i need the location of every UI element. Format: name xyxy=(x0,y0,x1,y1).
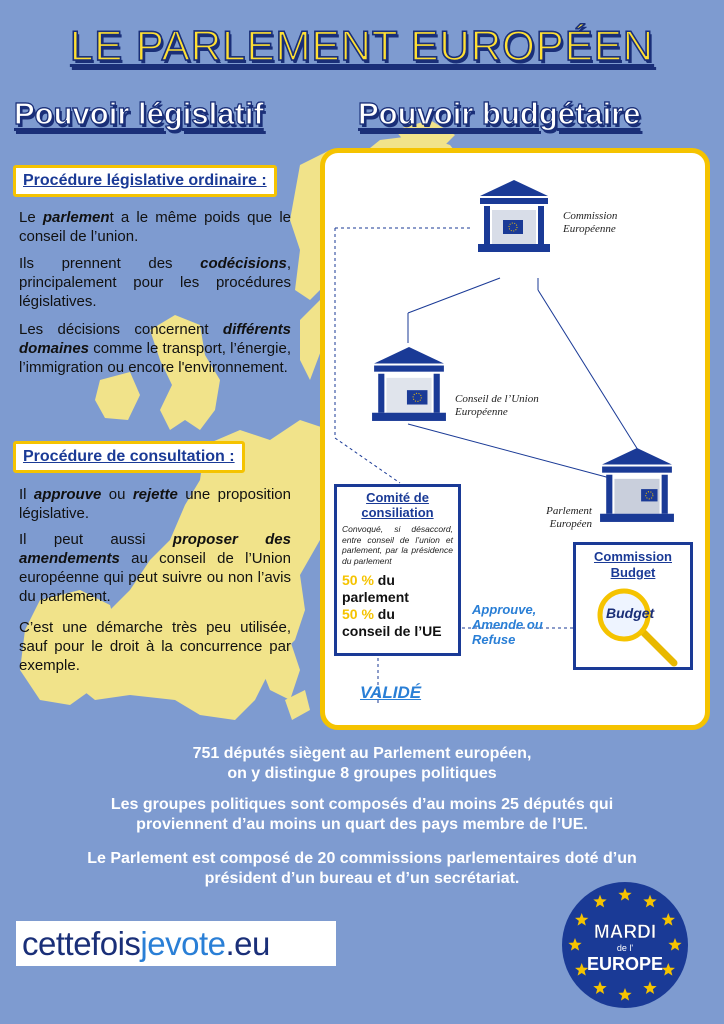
mardi-europe-badge xyxy=(560,880,690,1010)
budget-title: Commission Budget xyxy=(593,549,672,580)
parlement-label: Parlement Européen xyxy=(546,505,592,530)
conseil-building-icon xyxy=(370,344,448,424)
heading-legislatif: Pouvoir législatif xyxy=(14,96,264,131)
approuve-text: Approuve, Amende ou Refuse xyxy=(472,602,543,647)
fact-deputes: 751 députés siègent au Parlement européen, on y distingue 8 groupes politiques xyxy=(192,745,532,782)
heading-budgetaire: Pouvoir budgétaire xyxy=(358,96,641,131)
paragraph-codecisions: Ils prennent des codécisions, principalement pour les procédures législatives. xyxy=(19,255,291,310)
badge-de: de l' xyxy=(616,943,634,953)
paragraph-approuve: Il approuve ou rejette une proposition législative. xyxy=(19,486,291,522)
badge-mardi: MARDI xyxy=(593,922,657,943)
valide-text: VALIDÉ xyxy=(360,683,422,702)
commission-label: Commission Européenne xyxy=(563,210,618,235)
paragraph-amendements: Il peut aussi proposer des amendements au conseil de l’Union européenne qui peut suivre ou non l’avis du parlement. xyxy=(19,531,291,605)
comite-composition: 50 % du parlement 50 % du conseil de l’UE xyxy=(342,572,442,639)
commission-budget-box xyxy=(573,542,693,670)
parlement-building-icon xyxy=(598,445,676,525)
label-procedure-consultation: Procédure de consultation : xyxy=(13,441,245,473)
badge-europe: EUROPE xyxy=(586,954,664,974)
paragraph-domaines: Les décisions concernent différents domaines comme le transport, l’énergie, l’immigration ou encore l'environnement. xyxy=(19,321,291,376)
comite-title: Comité de consiliation xyxy=(361,490,434,520)
conseil-label: Conseil de l’Union Européenne xyxy=(455,393,539,418)
magnifier-icon xyxy=(594,587,684,667)
cettefoisjevote-logo: cettefoisjevote.eu xyxy=(16,921,336,966)
paragraph-demarche: C’est une démarche très peu utilisée, sauf pour le droit à la concurrence par exemple. xyxy=(19,619,291,674)
paragraph-poids: Le parlement a le même poids que le conseil de l’union. xyxy=(19,209,291,245)
label-procedure-ordinaire: Procédure législative ordinaire : xyxy=(13,165,277,197)
comite-description: Convoqué, si désaccord, entre conseil de l’union et parlement, par la présidence du parlement xyxy=(342,524,453,566)
page-title: LE PARLEMENT EUROPÉEN xyxy=(69,22,655,69)
fact-commissions: Le Parlement est composé de 20 commissions parlementaires doté d’un président d’un bureau et d’un secrétariat. xyxy=(87,850,637,887)
commission-building-icon xyxy=(476,178,552,254)
fact-groupes: Les groupes politiques sont composés d’au moins 25 députés qui proviennent d’au moins un quart des pays membre de l’UE. xyxy=(110,796,614,833)
budget-word: Budget xyxy=(606,605,655,621)
comite-consiliation-box xyxy=(334,484,461,656)
